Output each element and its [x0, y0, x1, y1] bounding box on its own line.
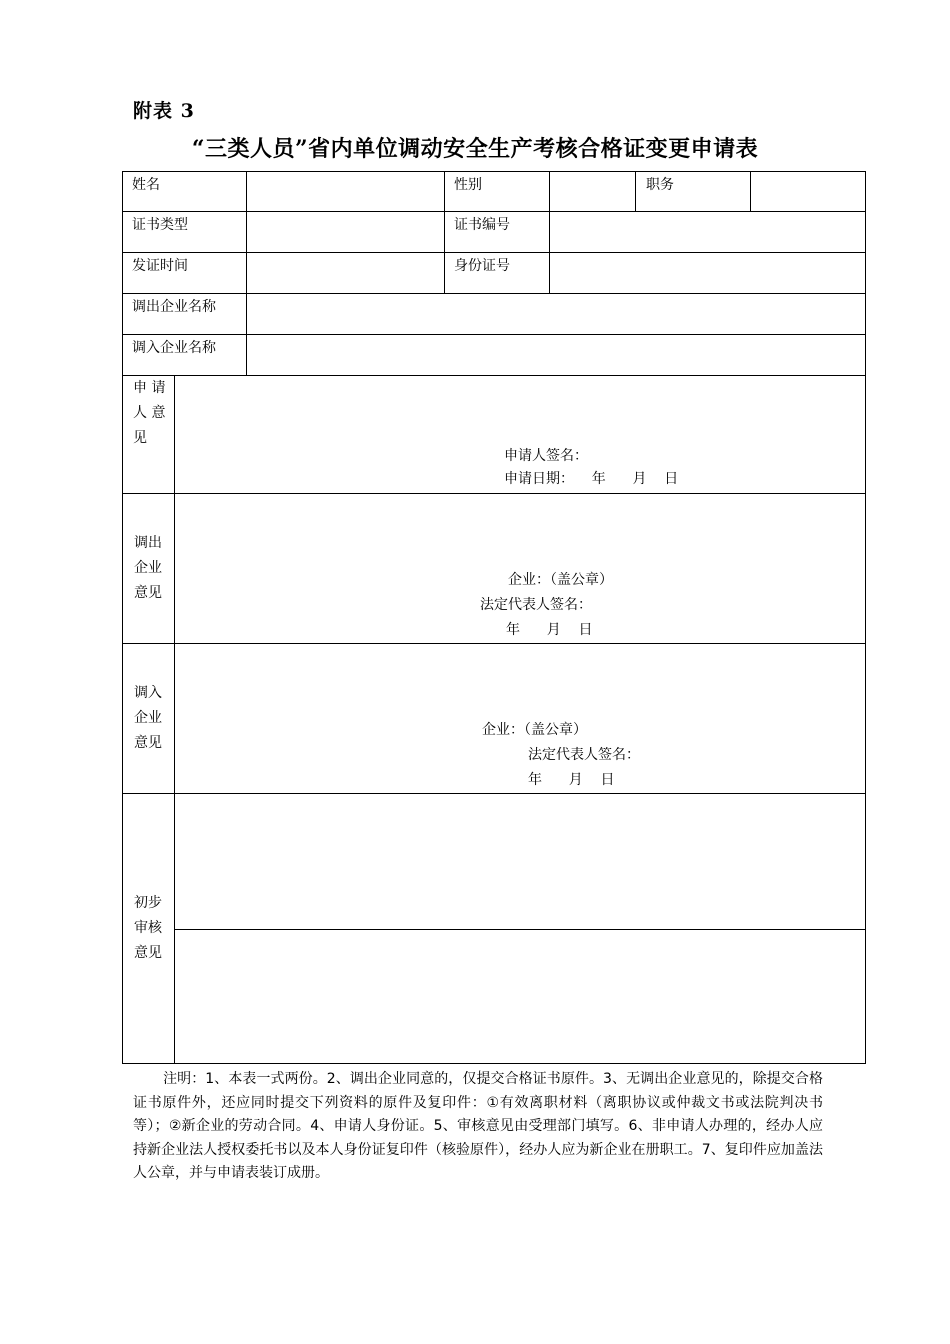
out-company-label: 调出企业名称: [132, 299, 216, 315]
in-legal-rep-signature: 法定代表人签名：: [528, 747, 640, 763]
appendix-label: 附表 3: [133, 100, 195, 122]
cert-type-label: 证书类型: [132, 217, 188, 233]
applicant-opinion-label: 申 请 人 意 见: [133, 380, 166, 446]
applicant-signature: 申请人签名：: [504, 448, 588, 464]
review-opinion-label: 初步 审核 意见: [134, 895, 162, 961]
cert-no-label: 证书编号: [454, 217, 510, 233]
position-input[interactable]: [751, 172, 865, 211]
table-border-left: [122, 171, 123, 1064]
id-no-label: 身份证号: [454, 258, 510, 274]
gender-label: 性别: [454, 177, 482, 193]
applicant-date: 申请日期： 年 月 日: [504, 471, 679, 487]
col-divider: [635, 171, 636, 211]
out-opinion-label: 调出 企业 意见: [134, 535, 162, 601]
issue-date-label: 发证时间: [132, 258, 188, 274]
position-label: 职务: [646, 177, 674, 193]
in-company-seal: 企业：（盖公章）: [482, 722, 587, 738]
name-label: 姓名: [132, 177, 160, 193]
in-company-label: 调入企业名称: [132, 340, 216, 356]
id-no-input[interactable]: [550, 253, 865, 293]
table-border-right: [865, 171, 866, 1064]
application-form-table: [122, 171, 866, 1064]
name-input[interactable]: [247, 172, 444, 211]
notes-text: 注明：1、本表一式两份。2、调出企业同意的，仅提交合格证书原件。3、无调出企业意见的，除提交合格证书原件外，还应同时提交下列资料的原件及复印件：①有效离职材料（离职协议或仲裁文书或法院判决书等）；②新企业的劳动合同。4、申请人身份证。5、审核意见由受理部门填写。6、非申请人办理的，经办人应持新企业法人授权委托书以及本人身份证复印件（核验原件），经办人应为新企业在册职工。7、复印件应加盖法人公章，并与申请表装订成册。: [133, 1071, 823, 1181]
col-divider: [444, 171, 445, 293]
in-company-input[interactable]: [247, 335, 865, 375]
table-border-bottom: [122, 1063, 866, 1064]
out-company-seal: 企业：（盖公章）: [508, 572, 613, 588]
out-company-input[interactable]: [247, 294, 865, 334]
review-opinion-area-bottom[interactable]: [175, 930, 865, 1063]
review-opinion-area-top[interactable]: [175, 794, 865, 929]
cert-type-input[interactable]: [247, 212, 444, 252]
in-date: 年 月 日: [528, 772, 615, 788]
in-opinion-label: 调入 企业 意见: [134, 685, 162, 751]
cert-no-input[interactable]: [550, 212, 865, 252]
gender-input[interactable]: [550, 172, 635, 211]
out-legal-rep-signature: 法定代表人签名：: [480, 597, 592, 613]
issue-date-input[interactable]: [247, 253, 444, 293]
in-opinion-area[interactable]: [175, 644, 865, 793]
out-date: 年 月 日: [506, 622, 593, 638]
form-title: “三类人员”省内单位调动安全生产考核合格证变更申请表: [191, 136, 759, 162]
notes-paragraph: [133, 1068, 823, 1186]
